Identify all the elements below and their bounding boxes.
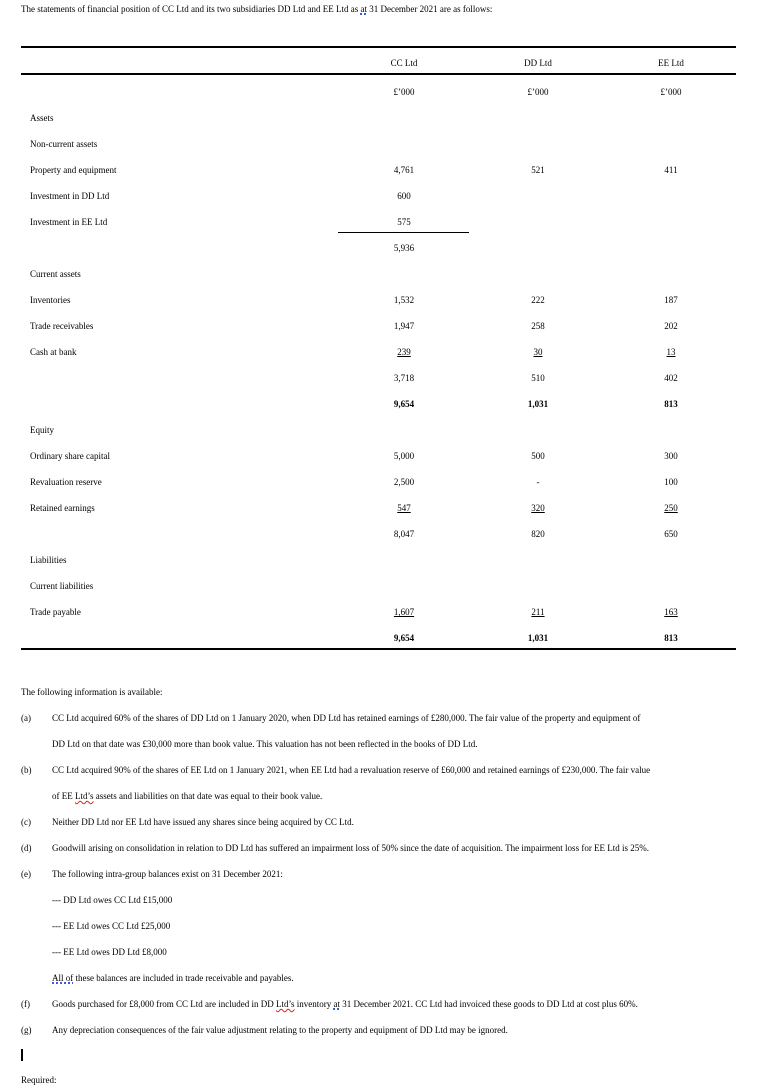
cell-cash-cc [354, 347, 454, 357]
cell-revaluation-ee: 100 [664, 477, 678, 487]
note-e-note-after: these balances are included in trade receivable and payables. [73, 973, 294, 983]
cell-payable-cc-value: 1,607 [393, 607, 415, 617]
cell-total-equity-liab-dd: 1,031 [527, 633, 549, 643]
cell-cash-ee [621, 347, 721, 357]
cell-inventories-ee: 187 [664, 295, 678, 305]
cell-property-cc: 4,761 [393, 165, 415, 175]
note-d-text: Goodwill arising on consolidation in relation to DD Ltd has suffered an impairment loss of 50% since the date of acquisition. The impairment loss for EE Ltd is 25%. [52, 843, 650, 853]
intro-before: The statements of financial position of CC Ltd and its two subsidiaries DD Ltd and EE Ltd as [21, 4, 361, 14]
note-c-text: Neither DD Ltd nor EE Ltd have issued any shares since being acquired by CC Ltd. [52, 817, 354, 827]
row-label-retained: Retained earnings [30, 503, 95, 513]
cell-retained-dd [488, 503, 588, 513]
cell-property-ee: 411 [664, 165, 678, 175]
note-g-text: Any depreciation consequences of the fair value adjustment relating to the property and equipment of DD Ltd may be ignored. [52, 1025, 508, 1035]
column-header-cc: CC Ltd [390, 58, 418, 68]
intro-after: 31 December 2021 are as follows: [366, 4, 493, 14]
cell-share-capital-dd: 500 [531, 451, 545, 461]
note-f-before: Goods purchased for £8,000 from CC Ltd are included in DD [52, 999, 276, 1009]
unit-dd: £’000 [527, 87, 549, 97]
cell-payable-dd-value: 211 [531, 607, 545, 617]
required-heading: Required: [21, 1075, 57, 1085]
note-b-label: (b) [21, 765, 32, 775]
note-e-sub1: --- DD Ltd owes CC Ltd £15,000 [52, 895, 173, 905]
row-label-non-current-assets: Non-current assets [30, 139, 98, 149]
table-header-border [21, 73, 736, 75]
cell-payable-ee-value: 163 [664, 607, 678, 617]
cell-total-assets-cc: 9,654 [393, 399, 415, 409]
note-e-sub2: --- EE Ltd owes CC Ltd £25,000 [52, 921, 171, 931]
grammar-marked-word[interactable]: at [333, 999, 340, 1009]
note-b-line2-before: of EE [52, 791, 75, 801]
cell-payable-dd [488, 607, 588, 617]
intro-text [21, 4, 492, 14]
cell-current-total-ee: 402 [664, 373, 678, 383]
note-f-after: 31 December 2021. CC Ltd had invoiced these goods to DD Ltd at cost plus 60%. [339, 999, 638, 1009]
cell-revaluation-cc: 2,500 [393, 477, 415, 487]
subtotal-line-cc [338, 232, 469, 233]
cell-current-total-dd: 510 [531, 373, 545, 383]
cell-cash-dd [488, 347, 588, 357]
cell-total-equity-liab-cc: 9,654 [393, 633, 415, 643]
grammar-marked-phrase[interactable]: All of [52, 973, 74, 983]
note-b-line2-after: assets and liabilities on that date was equal to their book value. [93, 791, 323, 801]
cell-revaluation-dd: - [536, 477, 540, 487]
row-label-cash: Cash at bank [30, 347, 77, 357]
note-e-note [52, 973, 294, 983]
cell-share-capital-ee: 300 [664, 451, 678, 461]
note-f-label: (f) [21, 999, 30, 1009]
row-label-share-capital: Ordinary share capital [30, 451, 110, 461]
cell-equity-total-cc: 8,047 [393, 529, 415, 539]
row-label-equity: Equity [30, 425, 54, 435]
cell-inventories-dd: 222 [531, 295, 545, 305]
grammar-marked-word[interactable]: at [360, 4, 367, 14]
cell-retained-cc [354, 503, 454, 513]
note-a-label: (a) [21, 713, 31, 723]
cell-investment-ee-cc: 575 [397, 217, 411, 227]
column-header-ee: EE Ltd [658, 58, 684, 68]
cell-cash-ee-value: 13 [666, 347, 676, 357]
cell-payable-cc [354, 607, 454, 617]
cell-property-dd: 521 [531, 165, 545, 175]
cell-investment-dd-cc: 600 [397, 191, 411, 201]
row-label-current-liabilities: Current liabilities [30, 581, 94, 591]
note-g-label: (g) [21, 1025, 32, 1035]
unit-ee: £’000 [660, 87, 682, 97]
note-b-line2 [52, 791, 322, 801]
row-label-property: Property and equipment [30, 165, 117, 175]
table-top-border [21, 46, 736, 48]
note-f-text [52, 999, 638, 1009]
cell-total-assets-ee: 813 [664, 399, 678, 409]
cell-equity-total-dd: 820 [531, 529, 545, 539]
unit-cc: £’000 [393, 87, 415, 97]
cell-total-equity-liab-ee: 813 [664, 633, 678, 643]
note-b-line1: CC Ltd acquired 90% of the shares of EE Ltd on 1 January 2021, when EE Ltd had a revaluation reserve of £60,000 and retained earnings of £230,000. The fair value [52, 765, 651, 775]
note-e-label: (e) [21, 869, 31, 879]
cell-retained-ee-value: 250 [664, 503, 678, 513]
note-c-label: (c) [21, 817, 31, 827]
row-label-liabilities: Liabilities [30, 555, 67, 565]
row-label-inventories: Inventories [30, 295, 71, 305]
note-e-sub3: --- EE Ltd owes DD Ltd £8,000 [52, 947, 167, 957]
note-d-label: (d) [21, 843, 32, 853]
spelling-marked-word[interactable]: Ltd’s [275, 999, 295, 1009]
cell-cash-cc-value: 239 [397, 347, 411, 357]
cell-share-capital-cc: 5,000 [393, 451, 415, 461]
cell-current-total-cc: 3,718 [393, 373, 415, 383]
cell-retained-cc-value: 547 [397, 503, 411, 513]
note-a-line2: DD Ltd on that date was £30,000 more than book value. This valuation has not been reflected in the books of DD Ltd. [52, 739, 478, 749]
row-label-assets: Assets [30, 113, 54, 123]
row-label-revaluation: Revaluation reserve [30, 477, 102, 487]
row-label-current-assets: Current assets [30, 269, 81, 279]
column-header-dd: DD Ltd [524, 58, 552, 68]
cell-receivables-ee: 202 [664, 321, 678, 331]
row-label-trade-receivables: Trade receivables [30, 321, 94, 331]
row-label-investment-ee: Investment in EE Ltd [30, 217, 108, 227]
cell-equity-total-ee: 650 [664, 529, 678, 539]
cell-non-current-total-cc: 5,936 [393, 243, 415, 253]
cell-total-assets-dd: 1,031 [527, 399, 549, 409]
cell-payable-ee [621, 607, 721, 617]
cell-retained-dd-value: 320 [531, 503, 545, 513]
cell-cash-dd-value: 30 [533, 347, 543, 357]
info-heading: The following information is available: [21, 687, 163, 697]
table-bottom-border [21, 648, 736, 650]
spelling-marked-word[interactable]: Ltd’s [75, 791, 94, 801]
note-f-mid: inventory [294, 999, 334, 1009]
cell-inventories-cc: 1,532 [393, 295, 415, 305]
cell-receivables-dd: 258 [531, 321, 545, 331]
note-e-text: The following intra-group balances exist on 31 December 2021: [52, 869, 283, 879]
note-a-line1: CC Ltd acquired 60% of the shares of DD Ltd on 1 January 2020, when DD Ltd has retained earnings of £280,000. The fair value of the property and equipment of [52, 713, 641, 723]
row-label-trade-payable: Trade payable [30, 607, 81, 617]
row-label-investment-dd: Investment in DD Ltd [30, 191, 110, 201]
cell-retained-ee [621, 503, 721, 513]
cell-receivables-cc: 1,947 [393, 321, 415, 331]
text-cursor[interactable] [21, 1049, 23, 1061]
